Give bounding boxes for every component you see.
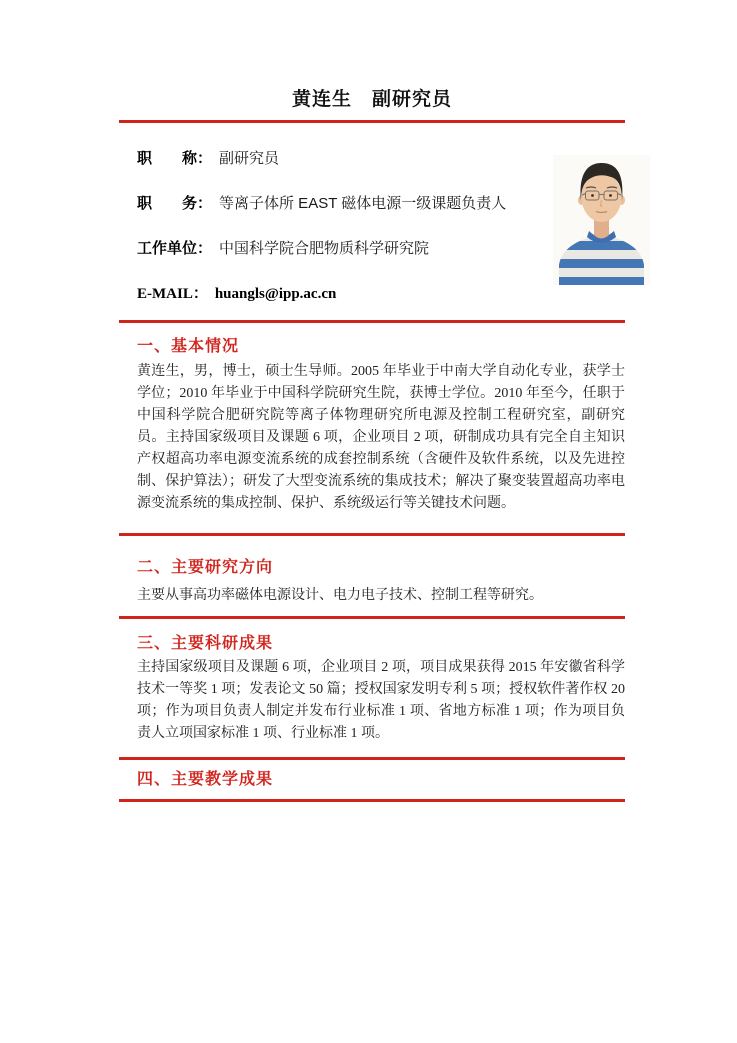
section-heading: 二、主要研究方向	[137, 559, 274, 576]
profile-field-value: 副研究员	[219, 150, 280, 167]
red-divider	[119, 616, 625, 619]
email-value: huangls@ipp.ac.cn	[214, 286, 337, 302]
profile-field-label: 工作单位：	[137, 240, 213, 257]
section-heading: 四、主要教学成果	[137, 771, 274, 788]
profile-field-label: 职 称：	[137, 150, 213, 167]
section-heading: 三、主要科研成果	[137, 635, 274, 652]
profile-field-row	[137, 194, 625, 213]
profile-field-value: 中国科学院合肥物质科学研究院	[219, 240, 430, 257]
profile-photo	[553, 155, 650, 285]
red-divider	[119, 799, 625, 802]
section-teaching-achievements	[119, 770, 625, 790]
section-heading: 一、基本情况	[137, 338, 240, 355]
section-research-directions	[119, 558, 625, 607]
section-body: 主要从事高功率磁体电源设计、电力电子技术、控制工程等研究。	[137, 588, 543, 603]
profile-field-row	[137, 149, 625, 168]
red-divider	[119, 533, 625, 536]
profile-field-label: 职 务：	[137, 195, 213, 212]
profile-field-value: 等离子体所 EAST 磁体电源一级课题负责人	[219, 195, 507, 212]
document-content	[119, 0, 625, 802]
profile-field-row	[137, 239, 625, 258]
section-research-achievements	[119, 634, 625, 745]
red-divider	[119, 120, 625, 123]
section-body: 黄连生，男，博士，硕士生导师。2005 年毕业于中南大学自动化专业，获学士学位；2010 年毕业于中国科学院研究生院，获博士学位。2010 年至今，任职于中国科学院合肥研究院等离子体物理研究所电源及控制工程研究室，副研究员。主持国家级项目及课题 6 项，企业项目 2 项，研制成功具有完全自主知识产权超高功率电源变流系统的成套控制系统（含硬件及软件系统，以及先进控制、保护算法）；研发了大型变流系统的集成技术；解决了聚变装置超高功率电源变流系统的集成控制、保护、系统级运行等关键技术问题。	[137, 364, 625, 511]
section-basic-info	[119, 337, 625, 515]
red-divider	[119, 320, 625, 323]
section-body: 主持国家级项目及课题 6 项，企业项目 2 项，项目成果获得 2015 年安徽省科学技术一等奖 1 项；发表论文 50 篇；授权国家发明专利 5 项；授权软件著作权 20 项；作为项目负责人制定并发布行业标准 1 项、省地方标准 1 项；作为项目负责人立项国家标准 1 项、行业标准 1 项。	[137, 660, 625, 741]
profile-field-row-email	[137, 284, 625, 304]
profile-info	[119, 149, 625, 304]
portrait-photo-image	[553, 155, 650, 285]
red-divider	[119, 757, 625, 760]
profile-field-label: E-MAIL：	[137, 286, 208, 302]
page-title: 黄连生 副研究员	[291, 89, 452, 110]
